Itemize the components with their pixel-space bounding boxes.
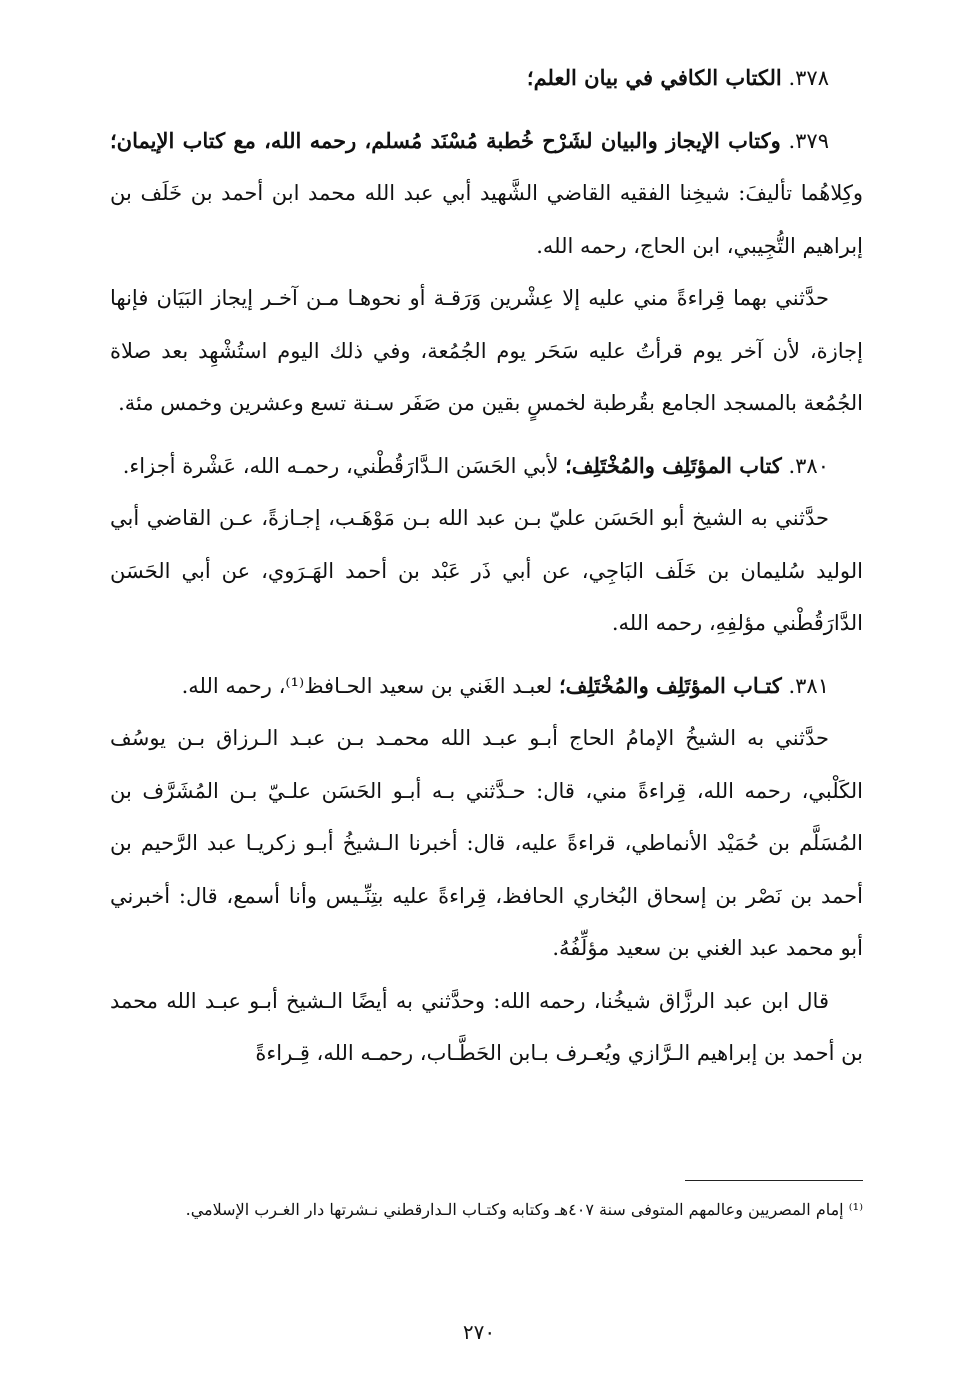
entry-description: وكِلاهُما تأليفَ: شيخِنا الفقيه القاضي الشَّهيد أبي عبد الله محمد ابن أحمد بن خَلَف بن إبراهيم التُّجِيبي، ابن الحاج، رحمه الله.: [110, 181, 863, 258]
entry-380: [110, 440, 863, 493]
entry-number: ٣٧٨.: [788, 66, 829, 90]
entry-number: ٣٨١.: [788, 673, 829, 698]
entry-number: ٣٧٩.: [788, 128, 829, 153]
footnote: ⁽¹⁾ إمام المصريين وعالمهم المتوفى سنة ٤٠٧هـ وكتابه وكتـاب الـدارقطني نـشرتها دار الغـرب الإسلامي.: [185, 1200, 863, 1219]
entry-title: وكتاب الإيجاز والبيان لشَرْح خُطبة مُسْنَد مُسلم، رحمه الله، مع كتاب الإيمان؛: [110, 127, 781, 153]
footnote-divider: [685, 1180, 863, 1181]
entry-379-chain: حدَّثني بهما قِراءةً مني عليه إلا عِشْرين وَرَقـة أو نحوهـا مـن آخـر إيجاز البَيَان فإنها إجازة، لأن آخر يوم قرأتُ عليه سَحَر يوم الجُمُعة، وفي ذلك اليوم استُشْهِد بعد صلاة الجُمُعة بالمسجد الجامع بقُرطبة لخمسٍ بقين من صَفَر سـنة تسع وعشرين وخمس مئة.: [110, 286, 863, 415]
page-body: [110, 52, 863, 1080]
entry-title: كتاب المؤتَلِف والمُخْتَلِف؛: [565, 452, 782, 478]
entry-number: ٣٨٠.: [788, 453, 829, 478]
entry-380-chain: حدَّثني به الشيخ أبو الحَسَن عليّ بـن عبد الله بـن مَوْهَـب، إجـازةً، عـن القاضي أبي الوليد سُليمان بن خَلَف البَاجِي، عن أبي ذَر عَبْد بن أحمد الهَـرَوي، عن أبي الحَسَن الدَّارَقُطْني مؤلفِهِ، رحمه الله.: [110, 506, 863, 635]
entry-381-chain-2: قال ابن عبد الرزَّاق شيخُنا، رحمه الله: وحدَّثني به أيضًا الـشيخ أبـو عبـد الله محمد بن أحمد بن إبراهيم الـرَّازي ويُعـرف بـابن الحَطَّـاب، رحمـه الله، قِـراءةً: [110, 988, 863, 1065]
entry-381: [110, 660, 863, 713]
page-number: ٢٧٠: [462, 1320, 496, 1344]
entry-378: [110, 52, 863, 105]
entry-379: [110, 115, 863, 273]
entry-description: لأبي الحَسَن الـدَّارَقُطْني، رحمـه الله، عَشْرة أجزاء.: [122, 453, 559, 478]
entry-title: كتـاب المؤتَلِف والمُخْتَلِف؛: [558, 672, 782, 698]
entry-381-chain: حدَّثني به الشيخُ الإمامُ الحاج أبـو عبـد الله محمـد بـن عبـد الـرزاق بـن يوسُف الكَلْبي، رحمه الله، قِراءةً مني، قال: حـدَّثني بـه أبـو الحَسَن علـيّ بـن المُشَرَّف بن المُسَلَّم بن حُمَيْد الأنماطي، قراءةً عليه، قال: أخبرنا الـشيخُ أبـو زكريـا عبد الرَّحيم بن أحمد بن نَصْر بن إسحاق البُخاري الحافظ، قِراءةً عليه بتِنِّـيس وأنا أسمع، قال: أخبرني أبو محمد عبد الغني بن سعيد مؤلِّفُهُ.: [110, 726, 863, 960]
entry-description: لعبـد الغَني بن سعيد الحـافظ⁽¹⁾، رحمه الله.: [181, 673, 553, 698]
entry-title: الكتاب الكافي في بيان العلم؛: [526, 65, 782, 90]
